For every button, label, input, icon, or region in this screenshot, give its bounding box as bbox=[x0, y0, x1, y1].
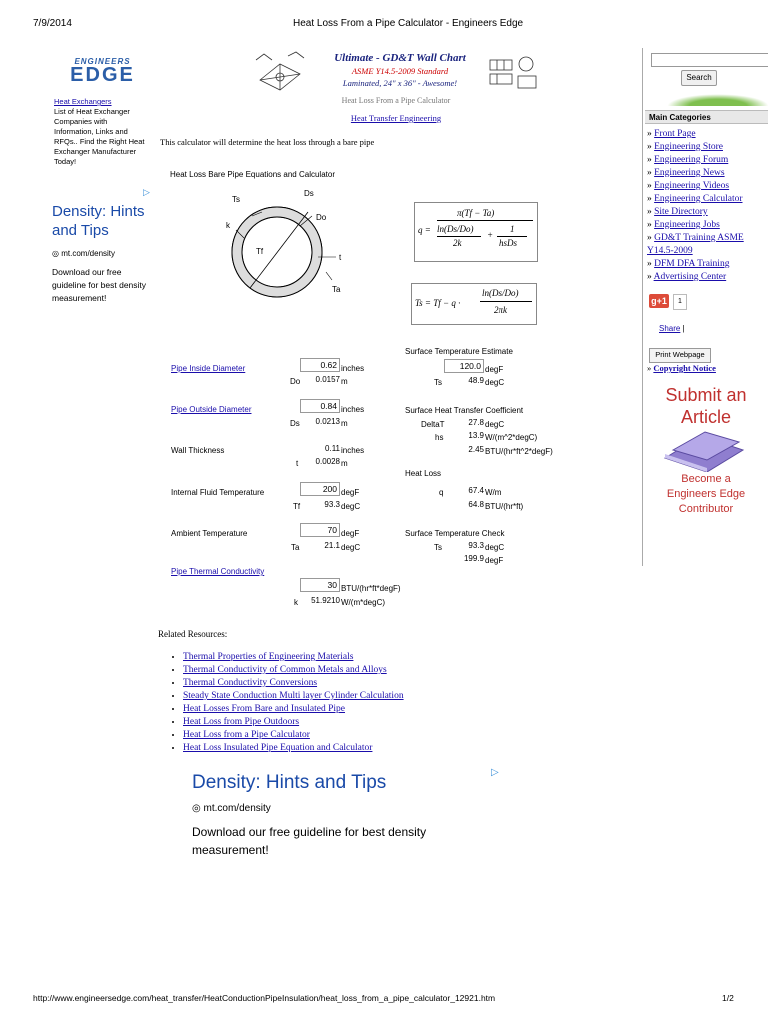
ta-result: 21.1 bbox=[324, 541, 340, 550]
bottom-ad-title[interactable]: Density: Hints and Tips bbox=[192, 772, 387, 793]
do-symbol: Do bbox=[290, 377, 301, 386]
wall-thickness-label: Wall Thickness bbox=[171, 446, 225, 455]
globe-icon: ◎ bbox=[52, 249, 59, 258]
hs-unit: W/(m^2*degC) bbox=[485, 433, 538, 442]
heat-exchangers-text: List of Heat Exchanger Companies with Information, Links and RFQs.. Find the Right Heat Exchanger Manufacturer Today! bbox=[54, 107, 145, 166]
print-footer-url: http://www.engineersedge.com/heat_transfer/HeatConductionPipeInsulation/heat_loss_from_a_pipe_calculator_12921.htm bbox=[33, 993, 496, 1003]
category-engineering-calculator[interactable]: Engineering Calculator bbox=[654, 194, 743, 204]
k-result-unit: W/(m*degC) bbox=[341, 598, 386, 607]
category-list: » Front Page » Engineering Store » Engineering Forum » Engineering News » Engineering Videos » Engineering Calculator » Site Directory » Engineering Jobs » GD&T Training ASME Y14.5-2009 » DFM DFA Training » Advertising Center bbox=[647, 129, 744, 282]
thermal-conductivity-input[interactable] bbox=[300, 578, 340, 592]
main-categories-header: Main Categories bbox=[645, 110, 768, 124]
ts-check-symbol: Ts bbox=[434, 543, 442, 552]
category-engineering-jobs[interactable]: Engineering Jobs bbox=[654, 220, 720, 230]
label-do: Do bbox=[316, 213, 327, 222]
deltat-unit: degC bbox=[485, 420, 505, 429]
left-ad-body: Download our free guideline for best density measurement! bbox=[52, 267, 147, 303]
tf-result: 93.3 bbox=[324, 500, 340, 509]
q-symbol: q bbox=[439, 488, 444, 497]
do-result-unit: m bbox=[341, 377, 348, 386]
thermal-conductivity-link[interactable]: Pipe Thermal Conductivity bbox=[171, 567, 265, 576]
related-link[interactable]: Thermal Conductivity of Common Metals and Alloys bbox=[183, 665, 387, 675]
tf-symbol: Tf bbox=[293, 502, 301, 511]
google-plus-button[interactable]: g+1 bbox=[649, 294, 669, 308]
google-plus-count: 1 bbox=[673, 294, 687, 310]
t-result: 0.0028 bbox=[315, 457, 340, 466]
pipe-outside-unit: inches bbox=[341, 405, 365, 414]
gdt-banner[interactable]: Ultimate - GD&T Wall Chart ASME Y14.5-2009 Standard Laminated, 24" x 36" - Awesome! bbox=[252, 50, 542, 94]
left-ad-title[interactable]: Density: Hints and Tips bbox=[52, 203, 145, 239]
share-link[interactable]: Share | bbox=[659, 324, 685, 333]
hs-unit-imperial: BTU/(hr*ft^2*degF) bbox=[485, 447, 553, 456]
related-resources-list bbox=[160, 651, 404, 755]
related-link[interactable]: Heat Loss from Pipe Outdoors bbox=[183, 717, 300, 727]
print-title: Heat Loss From a Pipe Calculator - Engineers Edge bbox=[293, 18, 524, 29]
ds-result: 0.0213 bbox=[315, 417, 340, 426]
ambient-temp-unit: degF bbox=[341, 529, 360, 538]
ts-check-unit: degC bbox=[485, 543, 505, 552]
globe-icon: ◎ bbox=[192, 803, 201, 814]
right-sidebar: Search Main Categories » Front Page » Engineering Store » Engineering Forum » Engineering News » Engineering Videos » Engineering Calculator » Site Directory » Engineering Jobs » GD&T Training ASME Y14.5-2009 » DFM DFA Training » Advertising Center g+1 1 Share | Print Webpage » Copyright Notice Submit an Article Become a Engineers Edge Contributor bbox=[642, 48, 768, 566]
category-dfm-dfa-training[interactable]: DFM DFA Training bbox=[654, 259, 730, 269]
do-result: 0.0157 bbox=[315, 375, 340, 384]
label-ta: Ta bbox=[332, 285, 341, 294]
surface-temp-check-label: Surface Temperature Check bbox=[405, 529, 505, 538]
category-gdt-training[interactable]: GD&T Training ASME Y14.5-2009 bbox=[647, 233, 744, 256]
wall-thickness-value: 0.11 bbox=[325, 444, 340, 453]
section-title: Heat Loss Bare Pipe Equations and Calculator bbox=[170, 170, 335, 179]
ts-check-value: 93.3 bbox=[468, 541, 484, 550]
heat-loss-unit-imperial: BTU/(hr*ft) bbox=[485, 502, 524, 511]
label-k: k bbox=[226, 221, 230, 230]
books-illustration-icon bbox=[643, 428, 768, 472]
surface-temp-estimate-input[interactable] bbox=[444, 359, 484, 373]
ts-check-value-f: 199.9 bbox=[463, 554, 484, 563]
htc-label: Surface Heat Transfer Coefficient bbox=[405, 406, 524, 415]
heat-loss-unit: W/m bbox=[485, 488, 502, 497]
related-link[interactable]: Thermal Conductivity Conversions bbox=[183, 678, 318, 688]
decorative-swoosh bbox=[667, 94, 768, 106]
thermal-conductivity-unit: BTU/(hr*ft*degF) bbox=[341, 584, 401, 593]
hs-value: 13.9 bbox=[468, 431, 484, 440]
hs-symbol: hs bbox=[435, 433, 444, 442]
ts-estimate-symbol: Ts bbox=[434, 378, 442, 387]
label-tf: Tf bbox=[256, 247, 264, 256]
breadcrumb-heat-transfer[interactable]: Heat Transfer Engineering bbox=[350, 113, 442, 123]
surface-temp-estimate-label: Surface Temperature Estimate bbox=[405, 347, 513, 356]
category-engineering-news[interactable]: Engineering News bbox=[654, 168, 725, 178]
heat-loss-value-imperial: 64.8 bbox=[468, 500, 484, 509]
page-title: Heat Loss From a Pipe Calculator bbox=[341, 96, 451, 105]
print-footer-page: 1/2 bbox=[722, 993, 734, 1003]
bottom-ad-domain[interactable]: ◎ mt.com/density bbox=[192, 803, 271, 814]
gdt-symbols-icon bbox=[488, 50, 540, 94]
gdt-drawing-icon bbox=[252, 50, 310, 94]
fluid-temp-input[interactable] bbox=[300, 482, 340, 496]
search-input[interactable] bbox=[651, 53, 768, 67]
related-link[interactable]: Heat Losses From Bare and Insulated Pipe bbox=[183, 704, 345, 714]
ta-result-unit: degC bbox=[341, 543, 361, 552]
ta-symbol: Ta bbox=[291, 543, 300, 552]
wall-thickness-unit: inches bbox=[341, 446, 365, 455]
surface-temp-estimate-unit: degF bbox=[485, 365, 504, 374]
heat-exchangers-link[interactable]: Heat Exchangers bbox=[54, 97, 112, 106]
label-t: t bbox=[339, 253, 342, 262]
fluid-temp-label: Internal Fluid Temperature bbox=[171, 488, 265, 497]
heat-loss-label: Heat Loss bbox=[405, 469, 442, 478]
related-resources-title: Related Resources: bbox=[158, 629, 228, 639]
category-engineering-forum[interactable]: Engineering Forum bbox=[654, 155, 729, 165]
ts-check-unit-f: degF bbox=[485, 556, 504, 565]
ds-result-unit: m bbox=[341, 419, 348, 428]
related-link[interactable]: Steady State Conduction Multi layer Cylinder Calculation bbox=[183, 691, 404, 701]
pipe-inside-unit: inches bbox=[341, 364, 365, 373]
label-ds: Ds bbox=[304, 189, 314, 198]
pipe-inside-diameter-link[interactable]: Pipe Inside Diameter bbox=[171, 364, 246, 373]
search-button[interactable]: Search bbox=[681, 70, 717, 86]
ts-estimate-result: 48.9 bbox=[468, 376, 484, 385]
ts-estimate-result-unit: degC bbox=[485, 378, 505, 387]
bottom-ad-body: Download our free guideline for best density measurement! bbox=[192, 825, 427, 857]
label-ts: Ts bbox=[232, 195, 240, 204]
category-front-page[interactable]: Front Page bbox=[654, 129, 696, 139]
heat-loss-value: 67.4 bbox=[468, 486, 484, 495]
submit-article-ad[interactable]: Submit an Article Become a Engineers Edge Contributor bbox=[643, 384, 768, 534]
pipe-cross-section-diagram bbox=[222, 182, 350, 312]
category-site-directory[interactable]: Site Directory bbox=[654, 207, 708, 217]
fluid-temp-unit: degF bbox=[341, 488, 360, 497]
related-link[interactable]: Thermal Properties of Engineering Materials bbox=[183, 652, 354, 662]
related-link[interactable]: Heat Loss from a Pipe Calculator bbox=[183, 730, 310, 740]
t-result-unit: m bbox=[341, 459, 348, 468]
left-ad-domain[interactable]: ◎ mt.com/density bbox=[52, 249, 116, 258]
related-link[interactable]: Heat Loss Insulated Pipe Equation and Calculator bbox=[183, 743, 373, 753]
deltat-value: 27.8 bbox=[468, 418, 484, 427]
deltat-symbol: DeltaT bbox=[421, 420, 445, 429]
print-date: 7/9/2014 bbox=[33, 18, 72, 29]
ambient-temp-input[interactable] bbox=[300, 523, 340, 537]
category-engineering-videos[interactable]: Engineering Videos bbox=[654, 181, 730, 191]
intro-text: This calculator will determine the heat loss through a bare pipe bbox=[160, 137, 375, 147]
bottom-ad-choices-icon[interactable]: ▷ bbox=[491, 767, 499, 778]
pipe-outside-diameter-link[interactable]: Pipe Outside Diameter bbox=[171, 405, 252, 414]
pipe-inside-diameter-input[interactable] bbox=[300, 358, 340, 372]
pipe-outside-diameter-input[interactable] bbox=[300, 399, 340, 413]
category-engineering-store[interactable]: Engineering Store bbox=[654, 142, 723, 152]
k-result: 51.9210 bbox=[311, 596, 340, 605]
category-advertising-center[interactable]: Advertising Center bbox=[653, 272, 727, 282]
copyright-notice-link[interactable]: Copyright Notice bbox=[653, 363, 716, 373]
ad-choices-icon[interactable]: ▷ bbox=[143, 187, 150, 197]
equation-heat-loss: q = π(Tf − Ta) ln(Ds/Do) 2k + 1 hsDs bbox=[414, 202, 538, 262]
k-symbol: k bbox=[294, 598, 298, 607]
tf-result-unit: degC bbox=[341, 502, 361, 511]
print-webpage-button[interactable]: Print Webpage bbox=[649, 348, 711, 363]
hs-value-imperial: 2.45 bbox=[468, 445, 484, 454]
t-symbol: t bbox=[296, 459, 299, 468]
equation-surface-temp: Ts = Tf − q · ln(Ds/Do) 2πk bbox=[411, 283, 537, 325]
ambient-temp-label: Ambient Temperature bbox=[171, 529, 248, 538]
ds-symbol: Ds bbox=[290, 419, 300, 428]
engineers-edge-logo[interactable]: ENGINEERS EDGE bbox=[70, 57, 135, 86]
